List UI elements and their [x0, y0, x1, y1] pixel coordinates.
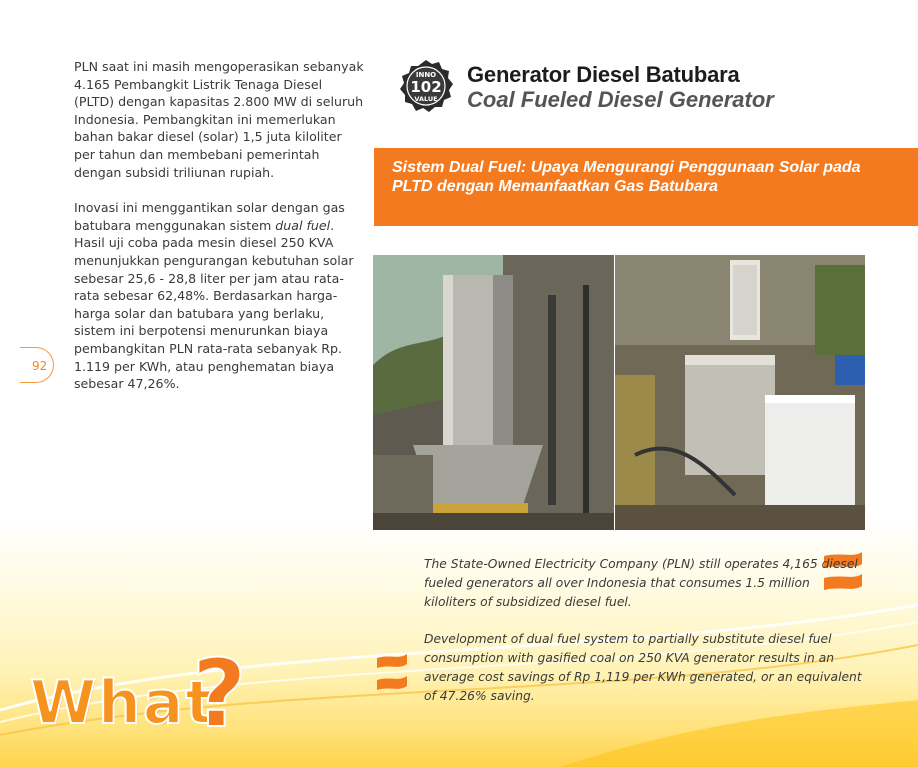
what-label: What: [30, 668, 217, 738]
generator-photo-illustration: [615, 255, 865, 530]
badge-number: 102: [410, 78, 442, 96]
paragraph-2-part-2: . Hasil uji coba pada mesin diesel 250 KVA menunjukkan pengurangan kebutuhan solar sebesar 25,6 - 28,8 liter per jam atau rata-rata sebesar 62,48%. Berdasarkan harga-harga solar dan batubara yang berlaku, sistem ini berpotensi menurunkan biaya pembangkitan PLN rata-rata sebanyak Rp. 1.119 per KWh, atau penghematan biaya sebesar 47,26%.: [74, 217, 354, 392]
open-quote-icon: [373, 652, 413, 702]
photo-generator: [615, 255, 865, 530]
photo-gasifier: [373, 255, 614, 530]
indonesian-body-text: [74, 58, 364, 411]
title-indonesian: Generator Diesel Batubara: [467, 62, 740, 87]
english-body-text: [424, 555, 864, 724]
paragraph-2-italic: dual fuel: [275, 217, 331, 233]
paragraph-2: [74, 199, 364, 393]
subtitle-banner: [374, 148, 918, 226]
paragraph-2-part-1: Inovasi ini menggantikan solar dengan gas batubara menggunakan sistem: [74, 200, 345, 233]
paragraph-1: PLN saat ini masih mengoperasikan sebanyak 4.165 Pembangkit Listrik Tenaga Diesel (PLTD) dengan kapasitas 2.800 MW di seluruh Indonesia. Pembangkitan ini memerlukan bahan bakar diesel (solar) 1,5 juta kiloliter per tahun dan membebani pemerintah dengan subsidi triliunan rupiah.: [74, 59, 364, 180]
question-mark-icon: ?: [192, 640, 247, 749]
title-english: Coal Fueled Diesel Generator: [467, 87, 774, 112]
english-paragraph-2: Development of dual fuel system to partially substitute diesel fuel consumption with gasified coal on 250 KVA generator results in an average cost savings of Rp 1,119 per KWh generated, or an equivalent of 47.26% saving.: [424, 632, 862, 703]
badge-line1: INNO: [415, 71, 437, 79]
badge-line2: VALUE: [414, 95, 438, 103]
inno-badge-icon: [398, 58, 454, 114]
english-paragraph-1: The State-Owned Electricity Company (PLN) still operates 4,165 diesel fueled generators all over Indonesia that consumes 1.5 million kiloliters of subsidized diesel fuel.: [424, 557, 858, 609]
page-number: 92: [20, 347, 54, 383]
gasifier-photo-illustration: [373, 255, 614, 530]
subtitle-banner-text: Sistem Dual Fuel: Upaya Mengurangi Penggunaan Solar pada PLTD dengan Memanfaatkan Gas Batubara: [392, 159, 861, 195]
